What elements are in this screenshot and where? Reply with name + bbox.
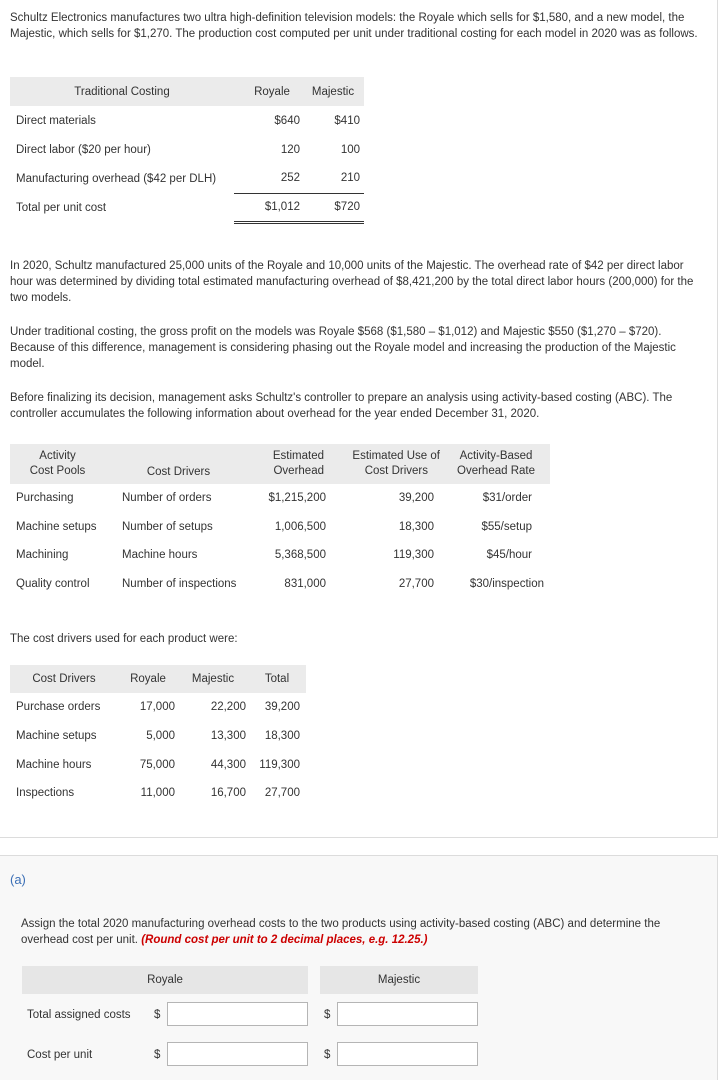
header-line: Cost Drivers [364, 465, 428, 477]
header-line: Estimated Use of [352, 450, 440, 462]
instruction-text: Assign the total 2020 manufacturing overhead costs to the two products using activity-based costing (ABC) and determine the overhead cost per unit. [21, 918, 661, 946]
majestic-value: 100 [340, 143, 360, 156]
answer-header-majestic: Majestic [320, 966, 478, 994]
header-estimated-overhead [252, 444, 326, 484]
abc-intro-paragraph: Before finalizing its decision, management asks Schultz's controller to prepare an analysis using activity-based costing (ABC). The controller accumulates the following information about overhead for the year ended December 31, 2020. [10, 392, 673, 420]
royale-value: 120 [280, 143, 300, 156]
overhead-rate: $30/inspection [469, 577, 544, 590]
majestic-value: 44,300 [210, 758, 246, 771]
cost-drivers-intro: The cost drivers used for each product were: [10, 633, 238, 645]
table-row [10, 750, 306, 779]
total-value: 18,300 [264, 730, 300, 743]
total-value: 39,200 [264, 701, 300, 714]
row-label: Direct labor ($20 per hour) [16, 143, 151, 156]
cost-pool: Machine setups [16, 520, 97, 533]
driver-label: Machine setups [16, 730, 97, 743]
total-value: 119,300 [259, 758, 300, 771]
header-total: Total [248, 665, 306, 693]
gross-profit-paragraph: Under traditional costing, the gross profit on the models was Royale $568 ($1,580 – $1,012) and Majestic $550 ($1,270 – $720). Because of this difference, management is considering phasing out the Royale model and increasing the production of the Majestic model. [10, 326, 676, 370]
majestic-assigned-costs-input[interactable] [337, 1002, 478, 1026]
royale-value: 5,000 [146, 730, 175, 743]
answer-header-royale: Royale [22, 966, 308, 994]
table-row [10, 135, 364, 164]
royale-value: 17,000 [139, 701, 175, 714]
header-majestic: Majestic [178, 665, 248, 693]
header-cost-drivers: Cost Drivers [10, 665, 118, 693]
part-instruction [21, 916, 691, 948]
estimated-overhead: 5,368,500 [274, 549, 326, 562]
header-line: Overhead [273, 465, 324, 477]
activity-cost-pools-table [10, 444, 550, 598]
cost-per-unit-label: Cost per unit [27, 1049, 93, 1061]
header-line: Activity-Based [459, 450, 533, 462]
table-row [10, 722, 306, 751]
royale-value: 252 [234, 164, 302, 193]
estimated-overhead: 831,000 [284, 577, 326, 590]
part-a-panel [0, 855, 718, 1080]
majestic-total: $720 [302, 193, 364, 222]
table-row [10, 693, 306, 722]
royale-value: $640 [274, 114, 300, 127]
cost-pool: Purchasing [16, 492, 74, 505]
royale-value: 75,000 [139, 758, 175, 771]
row-label: Manufacturing overhead ($42 per DLH) [16, 172, 217, 185]
table-row [10, 570, 550, 599]
currency-symbol: $ [324, 1049, 331, 1061]
overhead-rate: $31/order [482, 492, 532, 505]
majestic-value: 210 [302, 164, 364, 193]
majestic-value: 13,300 [210, 730, 246, 743]
header-estimated-use [326, 444, 442, 484]
traditional-costing-table [10, 77, 364, 224]
traditional-header-royale: Royale [234, 77, 302, 106]
estimated-overhead: $1,215,200 [268, 492, 326, 505]
header-cost-drivers: Cost Drivers [105, 444, 252, 484]
cost-pool: Machining [16, 549, 69, 562]
overhead-rate: $55/setup [481, 520, 532, 533]
driver-label: Machine hours [16, 758, 92, 771]
estimated-overhead: 1,006,500 [274, 520, 326, 533]
header-cost-pools [10, 444, 105, 484]
header-line: Estimated [272, 450, 324, 462]
royale-assigned-costs-input[interactable] [167, 1002, 308, 1026]
header-overhead-rate [442, 444, 550, 484]
header-line: Cost Pools [29, 465, 86, 477]
overhead-rate: $45/hour [486, 549, 532, 562]
part-label: (a) [10, 872, 26, 887]
rounding-note: (Round cost per unit to 2 decimal places, e.g. 12.25.) [141, 934, 428, 946]
traditional-header-label: Traditional Costing [10, 77, 234, 106]
majestic-value: 16,700 [210, 787, 246, 800]
cost-drivers-table [10, 665, 306, 808]
estimated-use: 39,200 [398, 492, 434, 505]
total-assigned-costs-label: Total assigned costs [27, 1009, 131, 1021]
traditional-header-majestic: Majestic [302, 77, 364, 106]
cost-driver: Number of inspections [122, 577, 237, 590]
royale-value: 11,000 [140, 787, 175, 800]
cost-driver: Machine hours [122, 549, 198, 562]
majestic-cost-per-unit-input[interactable] [337, 1042, 478, 1066]
row-label: Total per unit cost [16, 201, 107, 214]
cost-driver: Number of setups [122, 520, 213, 533]
production-paragraph: In 2020, Schultz manufactured 25,000 units of the Royale and 10,000 units of the Majestic. The overhead rate of $42 per direct labor hour was determined by dividing total estimated manufacturing overhead of $8,421,200 by the total direct labor hours (200,000) for the two models. [10, 260, 694, 304]
royale-cost-per-unit-input[interactable] [167, 1042, 308, 1066]
header-royale: Royale [118, 665, 178, 693]
table-row [10, 484, 550, 513]
cost-driver: Number of orders [122, 492, 212, 505]
table-row [10, 106, 364, 135]
driver-label: Inspections [16, 787, 75, 800]
table-row [10, 193, 364, 222]
estimated-use: 119,300 [393, 549, 434, 562]
table-row [10, 779, 306, 808]
estimated-use: 27,700 [398, 577, 434, 590]
total-value: 27,700 [264, 787, 300, 800]
driver-label: Purchase orders [16, 701, 101, 714]
header-line: Activity [39, 450, 76, 462]
intro-paragraph: Schultz Electronics manufactures two ultra high-definition television models: the Royale which sells for $1,580, and a new model, the Majestic, which sells for $1,270. The production cost computed per unit under traditional costing for each model in 2020 was as follows. [10, 12, 698, 40]
header-line: Overhead Rate [457, 465, 535, 477]
table-row [10, 164, 364, 193]
row-label: Direct materials [16, 114, 96, 127]
currency-symbol: $ [154, 1049, 161, 1061]
royale-total: $1,012 [234, 193, 302, 222]
currency-symbol: $ [154, 1009, 161, 1021]
estimated-use: 18,300 [398, 520, 434, 533]
majestic-value: $410 [334, 114, 360, 127]
cost-pool: Quality control [16, 577, 90, 590]
table-row [10, 513, 550, 542]
currency-symbol: $ [324, 1009, 331, 1021]
majestic-value: 22,200 [210, 701, 246, 714]
table-row [10, 541, 550, 570]
